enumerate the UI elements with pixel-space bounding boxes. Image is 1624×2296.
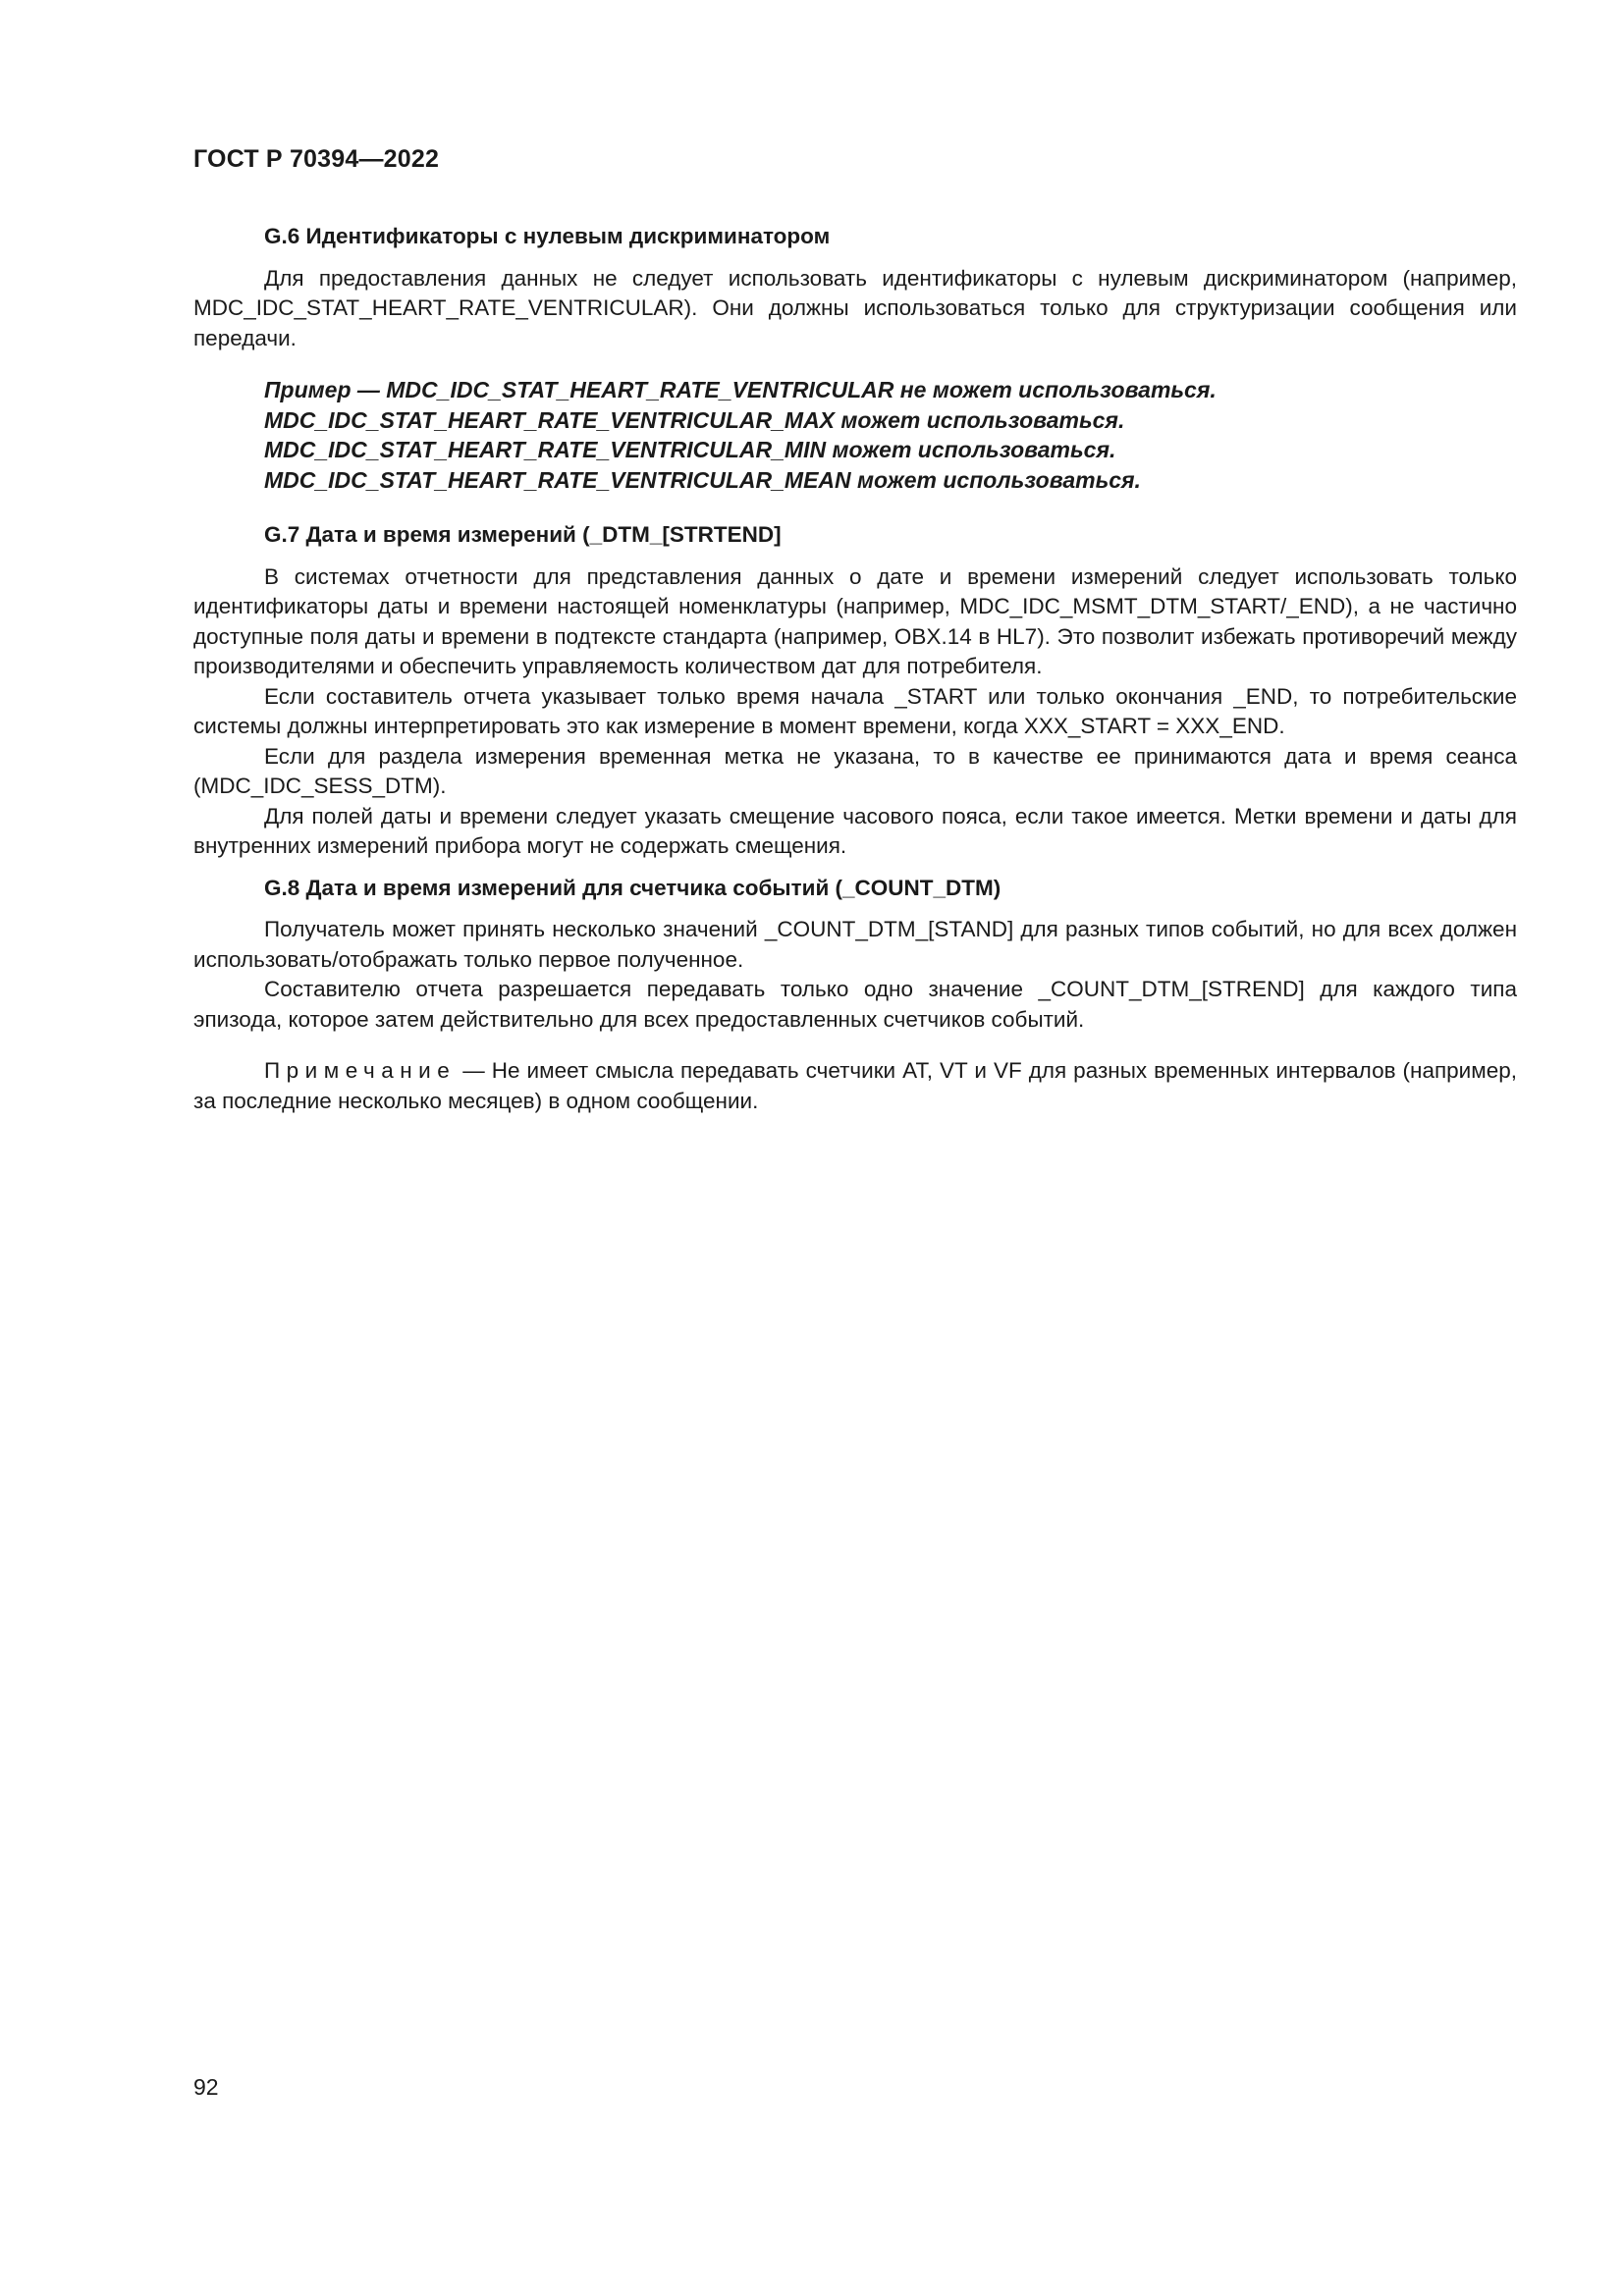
example-line: Пример — MDC_IDC_STAT_HEART_RATE_VENTRICULAR не может использоваться.: [264, 377, 1217, 402]
paragraph: Для полей даты и времени следует указать смещение часового пояса, если такое имеется. Метки времени и даты для внутренних измерений прибора могут не содержать смещения.: [193, 803, 1517, 858]
paragraph: Для предоставления данных не следует использовать идентификаторы с нулевым дискриминатором (например, MDC_IDC_STAT_HEART_RATE_VENTRICULAR). Они должны использоваться только для структуризации сообщения или передачи.: [193, 265, 1517, 350]
paragraph: Получатель может принять несколько значений _COUNT_DTM_[STAND] для разных типов событий, но для всех должен использовать/отображать только первое полученное.: [193, 917, 1517, 972]
paragraph: Если составитель отчета указывает только время начала _START или только окончания _END, то потребительские системы должны интерпретировать это как измерение в момент времени, когда XXX_START = XXX_END.: [193, 683, 1517, 738]
note-paragraph: [193, 1056, 1517, 1116]
document-header: ГОСТ Р 70394—2022: [193, 145, 440, 173]
section-title-g7: G.7 Дата и время измерений (_DTM_[STRTEND]: [264, 522, 782, 547]
paragraph: Составителю отчета разрешается передавать только одно значение _COUNT_DTM_[STREND] для каждого типа эпизода, которое затем действительно для всех предоставленных счетчиков событий.: [193, 977, 1517, 1032]
page-number: 92: [193, 2074, 219, 2100]
section-title-g6: G.6 Идентификаторы с нулевым дискриминатором: [264, 224, 831, 248]
example-line: MDC_IDC_STAT_HEART_RATE_VENTRICULAR_MAX может использоваться.: [264, 406, 1125, 433]
document-body: [193, 222, 1517, 1116]
note-text: — Не имеет смысла передавать счетчики AT, VT и VF для разных временных интервалов (например, за последние несколько месяцев) в одном сообщении.: [193, 1058, 1517, 1113]
paragraph: Если для раздела измерения временная метка не указана, то в качестве ее принимаются дата и время сеанса (MDC_IDC_SESS_DTM).: [193, 743, 1517, 798]
paragraph: В системах отчетности для представления данных о дате и времени измерений следует использовать только идентификаторы даты и времени настоящей номенклатуры (например, MDC_IDC_MSMT_DTM_START/_END), а не частично доступные поля даты и времени в подтексте стандарта (например, OBX.14 в HL7). Это позволит избежать противоречий между производителями и обеспечить управляемость количеством дат для потребителя.: [193, 563, 1517, 678]
example-line: MDC_IDC_STAT_HEART_RATE_VENTRICULAR_MEAN может использоваться.: [264, 466, 1141, 493]
example-line: MDC_IDC_STAT_HEART_RATE_VENTRICULAR_MIN может использоваться.: [264, 437, 1116, 462]
note-label: Примечание: [264, 1058, 457, 1083]
example-block: [193, 375, 1517, 495]
section-title-g8: G.8 Дата и время измерений для счетчика событий (_COUNT_DTM): [264, 875, 1001, 900]
